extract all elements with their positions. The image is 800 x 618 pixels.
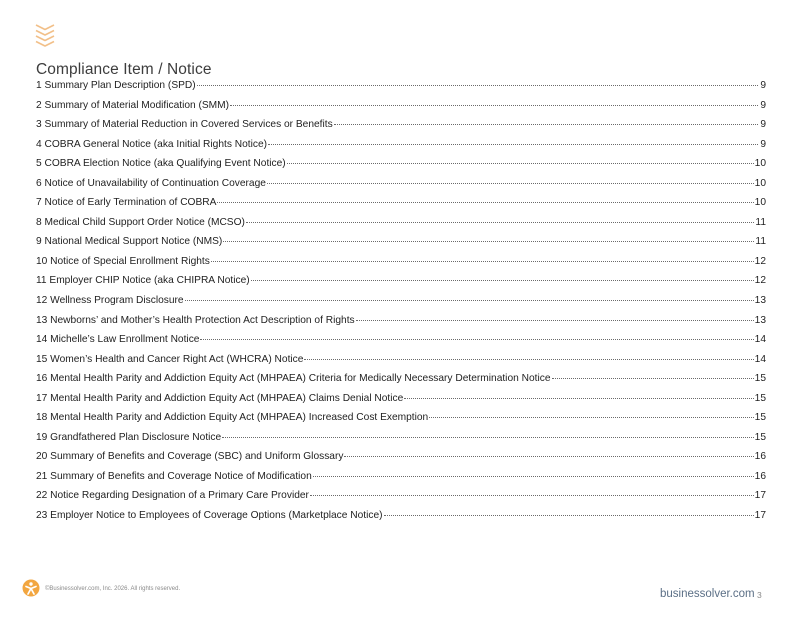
toc-entry-title: 19 Grandfathered Plan Disclosure Notice bbox=[36, 431, 222, 443]
toc-entry-title: 16 Mental Health Parity and Addiction Equity Act (MHPAEA) Criteria for Medically Necessary Determination Notice bbox=[36, 373, 551, 385]
toc-entry-page: 9 bbox=[760, 80, 766, 91]
toc-entry-title: 22 Notice Regarding Designation of a Primary Care Provider bbox=[36, 490, 309, 502]
toc-entry-page: 10 bbox=[754, 158, 766, 170]
dot-leader bbox=[185, 300, 754, 301]
dot-leader bbox=[222, 437, 753, 438]
toc-entry-page: 16 bbox=[754, 451, 766, 463]
toc-entry[interactable] bbox=[36, 432, 766, 452]
toc-entry-page: 17 bbox=[754, 490, 766, 502]
toc-entry-title: 12 Wellness Program Disclosure bbox=[36, 295, 184, 307]
toc-entry-title: 10 Notice of Special Enrollment Rights bbox=[36, 255, 210, 267]
toc-entry[interactable] bbox=[36, 178, 766, 198]
table-of-contents bbox=[36, 80, 766, 530]
dot-leader bbox=[197, 85, 758, 86]
toc-entry-page: 14 bbox=[754, 334, 766, 346]
businessolver-logo-icon bbox=[22, 579, 40, 597]
toc-entry[interactable] bbox=[36, 354, 766, 374]
dot-leader bbox=[251, 280, 754, 281]
toc-entry[interactable] bbox=[36, 197, 766, 217]
toc-entry[interactable] bbox=[36, 236, 766, 256]
toc-entry[interactable] bbox=[36, 80, 766, 100]
dot-leader bbox=[552, 378, 754, 379]
toc-entry-title: 5 COBRA Election Notice (aka Qualifying Event Notice) bbox=[36, 158, 286, 170]
toc-entry-title: 6 Notice of Unavailability of Continuation Coverage bbox=[36, 177, 266, 189]
toc-entry-page: 10 bbox=[754, 177, 766, 189]
toc-entry-title: 18 Mental Health Parity and Addiction Equity Act (MHPAEA) Increased Cost Exemption bbox=[36, 412, 429, 424]
toc-entry-page: 14 bbox=[754, 353, 766, 365]
toc-entry-title: 2 Summary of Material Modification (SMM) bbox=[36, 99, 230, 111]
dot-leader bbox=[211, 261, 754, 262]
toc-entry-page: 15 bbox=[754, 412, 766, 424]
dot-leader bbox=[267, 183, 754, 184]
website-link[interactable]: businessolver.com bbox=[660, 588, 755, 600]
toc-entry[interactable] bbox=[36, 217, 766, 237]
dot-leader bbox=[287, 163, 754, 164]
toc-entry[interactable] bbox=[36, 490, 766, 510]
toc-entry-title: 21 Summary of Benefits and Coverage Notice of Modification bbox=[36, 470, 312, 482]
dot-leader bbox=[429, 417, 753, 418]
toc-entry-title: 14 Michelle’s Law Enrollment Notice bbox=[36, 334, 200, 346]
dot-leader bbox=[304, 359, 753, 360]
toc-entry-page: 16 bbox=[754, 470, 766, 482]
toc-entry[interactable] bbox=[36, 393, 766, 413]
copyright-text: ©Businessolver.com, Inc. 2026. All rights reserved. bbox=[45, 586, 181, 592]
toc-entry-title: 1 Summary Plan Description (SPD) bbox=[36, 80, 196, 91]
dot-leader bbox=[344, 456, 753, 457]
toc-entry[interactable] bbox=[36, 373, 766, 393]
toc-entry[interactable] bbox=[36, 315, 766, 335]
toc-entry[interactable] bbox=[36, 256, 766, 276]
toc-entry-title: 23 Employer Notice to Employees of Coverage Options (Marketplace Notice) bbox=[36, 510, 383, 522]
toc-entry-page: 12 bbox=[754, 275, 766, 287]
toc-entry-page: 12 bbox=[754, 255, 766, 267]
page-title: Compliance Item / Notice bbox=[36, 61, 212, 78]
toc-entry-page: 11 bbox=[755, 216, 766, 228]
toc-entry-page: 9 bbox=[760, 99, 766, 111]
toc-entry-page: 10 bbox=[754, 197, 766, 209]
dot-leader bbox=[384, 515, 754, 516]
dot-leader bbox=[217, 202, 753, 203]
page-number: 3 bbox=[757, 590, 762, 600]
toc-entry[interactable] bbox=[36, 139, 766, 159]
toc-entry-title: 15 Women’s Health and Cancer Right Act (WHCRA) Notice bbox=[36, 353, 304, 365]
toc-entry-title: 4 COBRA General Notice (aka Initial Rights Notice) bbox=[36, 138, 268, 150]
toc-entry-title: 3 Summary of Material Reduction in Covered Services or Benefits bbox=[36, 119, 333, 131]
toc-entry[interactable] bbox=[36, 119, 766, 139]
toc-entry-page: 9 bbox=[760, 119, 766, 131]
toc-entry-title: 7 Notice of Early Termination of COBRA bbox=[36, 197, 217, 209]
toc-entry-title: 9 National Medical Support Notice (NMS) bbox=[36, 236, 223, 248]
dot-leader bbox=[223, 241, 754, 242]
dot-leader bbox=[404, 398, 753, 399]
toc-entry-page: 17 bbox=[754, 510, 766, 522]
dot-leader bbox=[268, 144, 758, 145]
toc-entry[interactable] bbox=[36, 158, 766, 178]
dot-leader bbox=[246, 222, 755, 223]
toc-entry[interactable] bbox=[36, 451, 766, 471]
toc-entry-title: 20 Summary of Benefits and Coverage (SBC) and Uniform Glossary bbox=[36, 451, 344, 463]
dot-leader bbox=[356, 320, 754, 321]
dot-leader bbox=[313, 476, 754, 477]
toc-entry-page: 15 bbox=[754, 373, 766, 385]
toc-entry[interactable] bbox=[36, 334, 766, 354]
toc-entry-title: 13 Newborns’ and Mother’s Health Protection Act Description of Rights bbox=[36, 314, 355, 326]
dot-leader bbox=[334, 124, 758, 125]
toc-entry-page: 15 bbox=[754, 392, 766, 404]
toc-entry-title: 11 Employer CHIP Notice (aka CHIPRA Notice) bbox=[36, 275, 250, 287]
toc-entry-page: 13 bbox=[754, 314, 766, 326]
dot-leader bbox=[200, 339, 753, 340]
dot-leader bbox=[230, 105, 758, 106]
toc-entry[interactable] bbox=[36, 275, 766, 295]
toc-entry-page: 13 bbox=[754, 295, 766, 307]
toc-entry-page: 11 bbox=[755, 236, 766, 248]
toc-entry-title: 8 Medical Child Support Order Notice (MCSO) bbox=[36, 216, 245, 228]
chevron-stack-logo-icon bbox=[34, 22, 56, 48]
toc-entry[interactable] bbox=[36, 471, 766, 491]
toc-entry[interactable] bbox=[36, 100, 766, 120]
toc-entry[interactable] bbox=[36, 510, 766, 530]
toc-entry-title: 17 Mental Health Parity and Addiction Equity Act (MHPAEA) Claims Denial Notice bbox=[36, 392, 404, 404]
toc-entry-page: 15 bbox=[754, 431, 766, 443]
dot-leader bbox=[310, 495, 754, 496]
toc-entry[interactable] bbox=[36, 295, 766, 315]
toc-entry-page: 9 bbox=[760, 138, 766, 150]
toc-entry[interactable] bbox=[36, 412, 766, 432]
